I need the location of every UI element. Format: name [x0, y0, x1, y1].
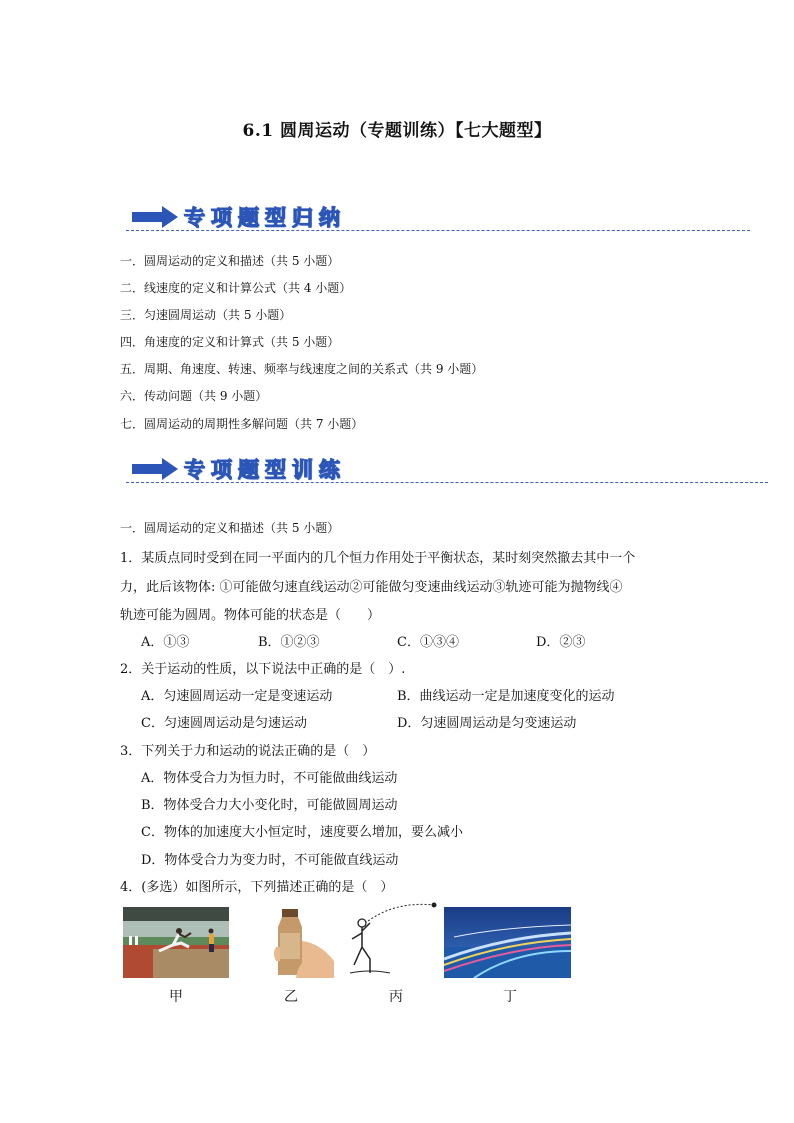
page-title: 6.1 圆周运动（专题训练）【七大题型】: [242, 121, 552, 141]
toc-item: 七．圆周运动的周期性多解问题（共 7 小题）: [120, 417, 364, 431]
banner-title: 专项题型训练: [184, 458, 346, 482]
question-4-stem: 4．(多选）如图所示，下列描述正确的是（ ）: [120, 880, 394, 895]
section-heading: 一．圆周运动的定义和描述（共 5 小题）: [120, 521, 340, 535]
figure-caption: 丁: [503, 989, 517, 1005]
figure-bridge: [444, 907, 571, 978]
option-c[interactable]: C．物体的加速度大小恒定时，速度要么增加，要么减小: [141, 825, 463, 840]
option-a[interactable]: A．物体受合力为恒力时，不可能做曲线运动: [141, 771, 398, 786]
option-c[interactable]: C．匀速圆周运动是匀速运动: [141, 716, 307, 731]
question-1-line: 力，此后该物体: ①可能做匀速直线运动②可能做匀变速曲线运动③轨迹可能为抛物线④: [120, 580, 623, 595]
option-b[interactable]: B．物体受合力大小变化时，可能做圆周运动: [141, 798, 398, 813]
figure-bottle: [268, 907, 336, 978]
option-a[interactable]: A．①③: [141, 635, 190, 650]
toc-item: 六．传动问题（共 9 小题）: [120, 389, 268, 403]
option-d[interactable]: D．物体受合力为变力时，不可能做直线运动: [141, 853, 399, 868]
option-a[interactable]: A．匀速圆周运动一定是变速运动: [141, 689, 333, 704]
option-d[interactable]: D．②③: [536, 635, 586, 650]
question-1-line: 1．某质点同时受到在同一平面内的几个恒力作用处于平衡状态，某时刻突然撤去其中一个: [120, 551, 636, 566]
option-b[interactable]: B．①②③: [258, 635, 320, 650]
figure-long-jump: [123, 907, 229, 978]
option-c[interactable]: C．①③④: [397, 635, 459, 650]
toc-item: 五．周期、角速度、转速、频率与线速度之间的关系式（共 9 小题）: [120, 362, 484, 376]
figure-thrower: [340, 899, 438, 978]
right-arrow-icon: [132, 206, 178, 228]
option-d[interactable]: D．匀速圆周运动是匀变速运动: [397, 716, 577, 731]
dashed-divider: [126, 482, 768, 483]
toc-item: 三．匀速圆周运动（共 5 小题）: [120, 308, 292, 322]
question-2-stem: 2．关于运动的性质，以下说法中正确的是（ ）.: [120, 662, 406, 677]
right-arrow-icon: [132, 458, 178, 480]
option-b[interactable]: B．曲线运动一定是加速度变化的运动: [397, 689, 615, 704]
toc-item: 一．圆周运动的定义和描述（共 5 小题）: [120, 254, 340, 268]
banner-title: 专项题型归纳: [184, 206, 346, 230]
figure-caption: 丙: [389, 989, 403, 1005]
toc-item: 四．角速度的定义和计算式（共 5 小题）: [120, 335, 340, 349]
dashed-divider: [126, 230, 750, 231]
question-3-stem: 3．下列关于力和运动的说法正确的是（ ）: [120, 744, 376, 759]
toc-item: 二．线速度的定义和计算公式（共 4 小题）: [120, 281, 352, 295]
question-1-line: 轨迹可能为圆周。物体可能的状态是（ ）: [120, 608, 381, 623]
figure-caption: 甲: [169, 989, 183, 1005]
figure-caption: 乙: [284, 989, 298, 1005]
